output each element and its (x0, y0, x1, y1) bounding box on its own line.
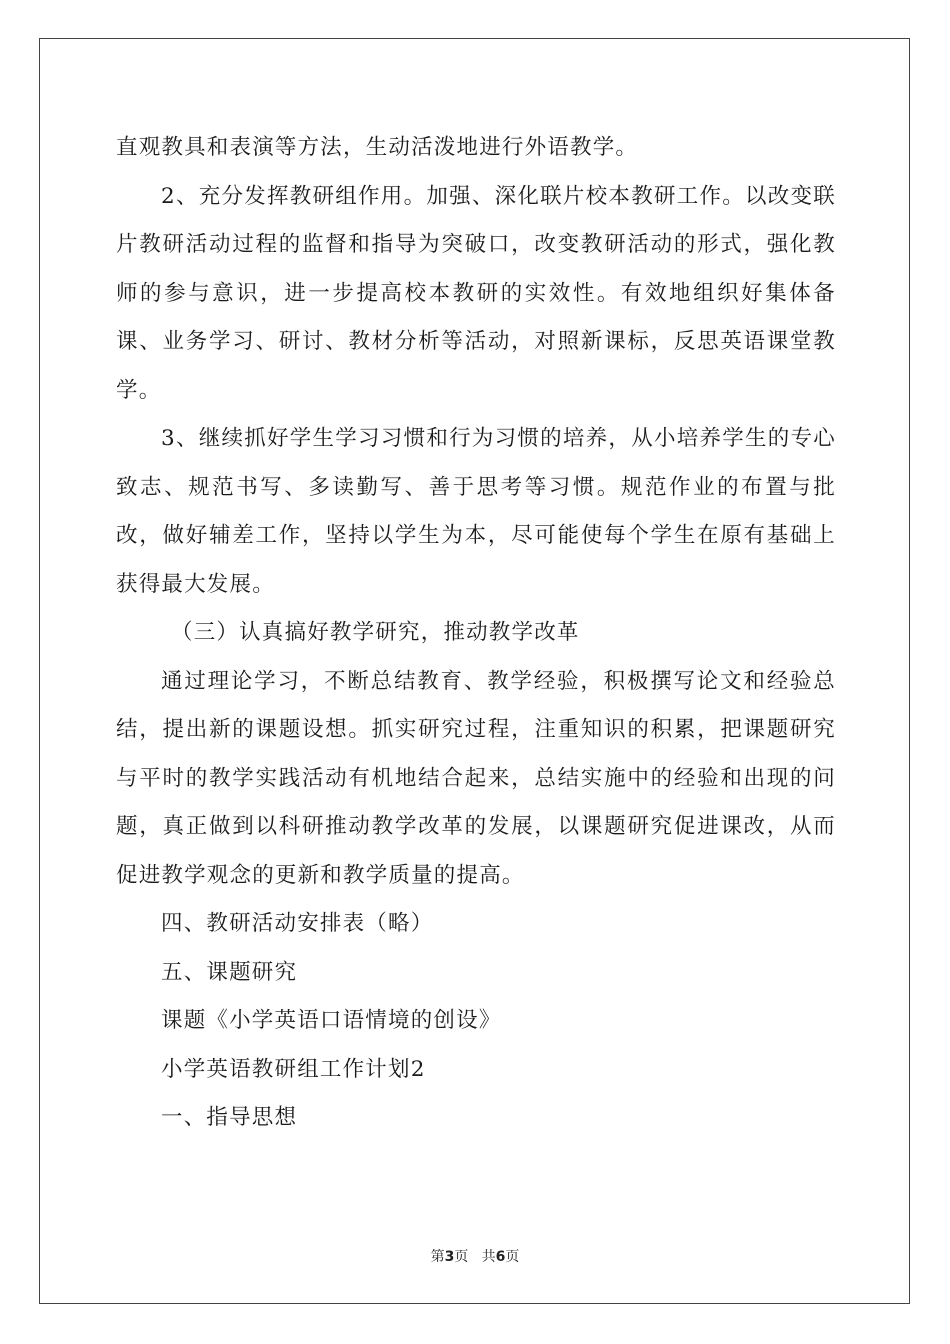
plan-title-2: 小学英语教研组工作计划2 (161, 1056, 426, 1082)
document-body (116, 124, 836, 1143)
paragraph-item-2: 2、充分发挥教研组作用。加强、深化联片校本教研工作。以改变联片教研活动过程的监督和指导为突破口，改变教研活动的形式，强化教师的参与意识，进一步提高校本教研的实效性。有效地组织好集体备课、业务学习、研讨、教材分析等活动，对照新课标，反思英语课堂教学。 (116, 183, 836, 403)
page-prefix: 第 (430, 1249, 445, 1265)
topic-title: 课题《小学英语口语情境的创设》 (161, 1008, 502, 1033)
total-prefix: 共 (481, 1249, 496, 1265)
total-pages: 6 (495, 1249, 506, 1265)
heading-topic-research: 五、课题研究 (161, 959, 298, 985)
paragraph-item-3: 3、继续抓好学生学习习惯和行为习惯的培养，从小培养学生的专心致志、规范书写、多读勤写、善于思考等习惯。规范作业的布置与批改，做好辅差工作，坚持以学生为本，尽可能使每个学生在原有基础上获得最大发展。 (116, 426, 836, 597)
heading-schedule: 四、教研活动安排表（略） (161, 911, 434, 936)
page-footer (0, 1246, 950, 1266)
paragraph-research: 通过理论学习，不断总结教育、教学经验，积极撰写论文和经验总结，提出新的课题设想。抓实研究过程，注重知识的积累，把课题研究与平时的教学实践活动有机地结合起来，总结实施中的经验和出现的问题，真正做到以科研推动教学改革的发展，以课题研究促进课改，从而促进教学观念的更新和教学质量的提高。 (116, 668, 836, 888)
section-heading-3: （三）认真搞好教学研究，推动教学改革 (171, 620, 580, 645)
page-number: 3 (444, 1249, 455, 1265)
heading-guiding-thought: 一、指导思想 (161, 1105, 298, 1130)
total-suffix: 页 (505, 1249, 520, 1265)
paragraph-continuation: 直观教具和表演等方法，生动活泼地进行外语教学。 (116, 135, 639, 160)
page-suffix: 页 (454, 1249, 469, 1265)
